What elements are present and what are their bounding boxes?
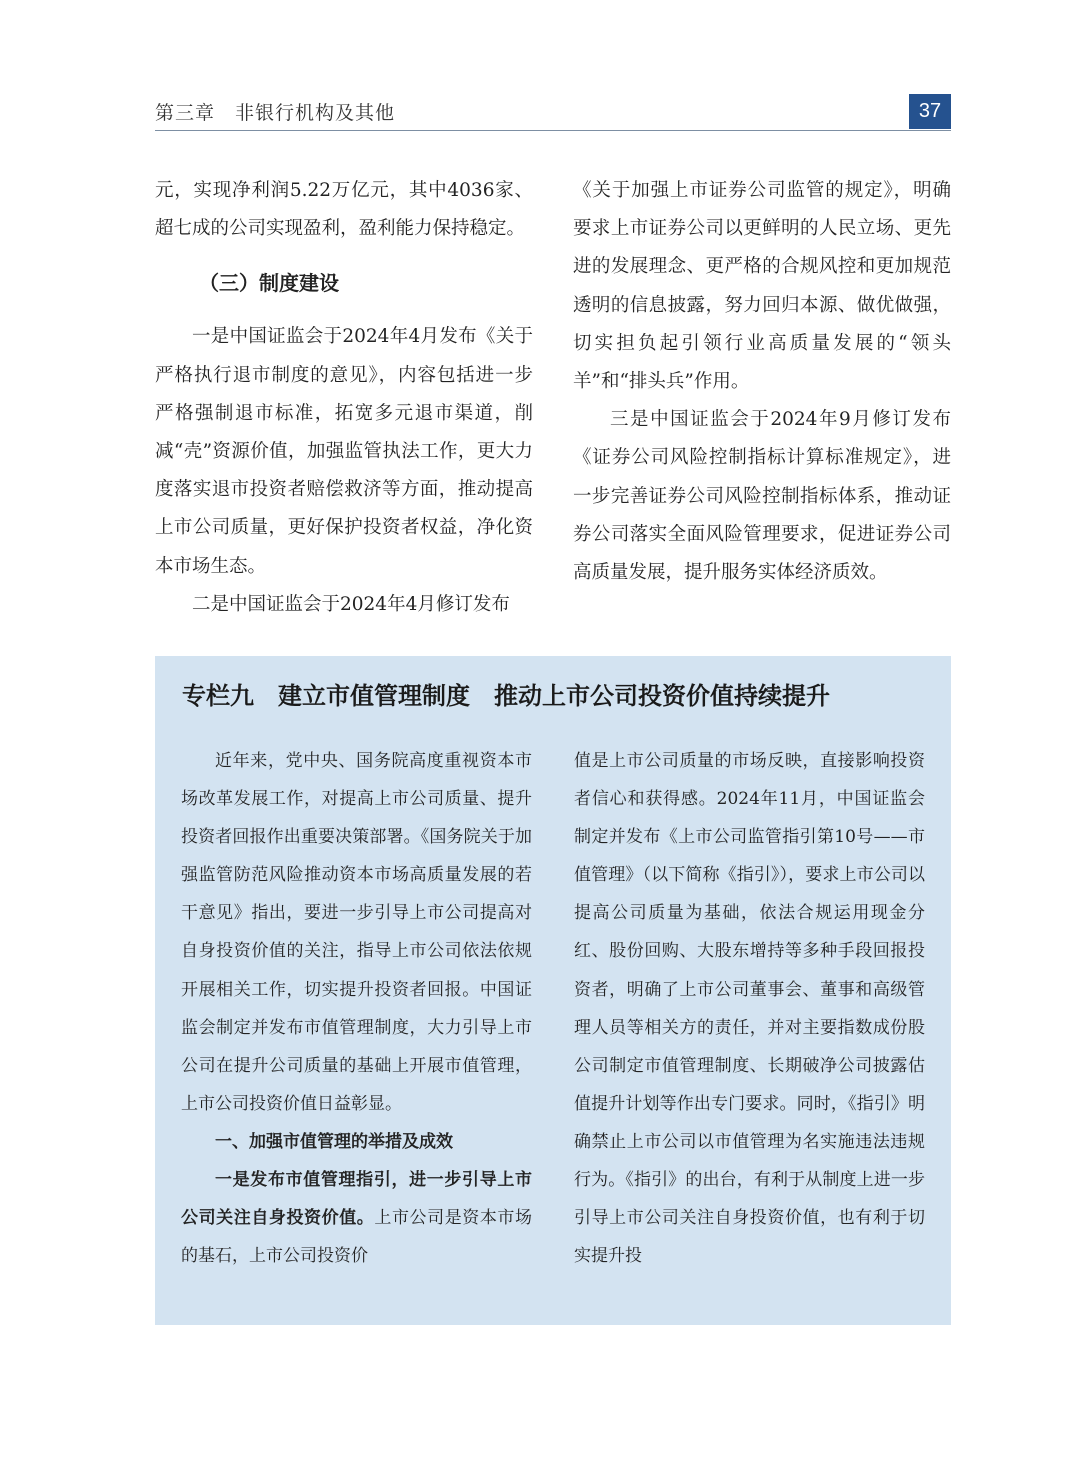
box-left-column xyxy=(181,742,532,1275)
box-bold-lead: 一是发布市值管理指引，进一步引导上市公司关注自身投资价值。 xyxy=(181,1170,532,1229)
box-left-paragraph-1: 近年来，党中央、国务院高度重视资本市场改革发展工作，对提高上市公司质量、提升投资者回报作出重要决策部署。《国务院关于加强监管防范风险推动资本市场高质量发展的若干意见》指出，要进一步引导上市公司提高对自身投资价值的关注，指导上市公司依法依规开展相关工作，切实提升投资者回报。中国证监会制定并发布市值管理制度，大力引导上市公司在提升公司质量的基础上开展市值管理，上市公司投资价值日益彰显。 xyxy=(181,751,532,1114)
chapter-title: 第三章 非银行机构及其他 xyxy=(155,102,396,124)
left-paragraph-3: 二是中国证监会于2024年4月修订发布 xyxy=(192,593,510,615)
box-left-paragraph-2 xyxy=(181,1161,532,1275)
right-column xyxy=(573,172,951,592)
page-number-badge: 37 xyxy=(909,94,951,129)
right-paragraph-2: 三是中国证监会于2024年9月修订发布《证券公司风险控制指标计算标准规定》，进一步完善证券公司风险控制指标体系，推动证券公司落实全面风险管理要求，促进证券公司高质量发展，提升服务实体经济质效。 xyxy=(573,409,951,584)
left-paragraph-1: 元，实现净利润5.22万亿元，其中4036家、超七成的公司实现盈利，盈利能力保持稳定。 xyxy=(155,180,533,240)
left-paragraph-2: 一是中国证监会于2024年4月发布《关于严格执行退市制度的意见》，内容包括进一步严格强制退市标准，拓宽多元退市渠道，削减“壳”资源价值，加强监管执法工作，更大力度落实退市投资者赔偿救济等方面，推动提高上市公司质量，更好保护投资者权益，净化资本市场生态。 xyxy=(155,326,533,577)
box-right-column xyxy=(574,742,925,1275)
left-column xyxy=(155,172,533,624)
section-heading: （三）制度建设 xyxy=(199,271,339,296)
column-box xyxy=(155,656,951,1325)
box-left-paragraph-2-rest: 上市公司是资本市场的基石，上市公司投资价 xyxy=(181,1208,533,1267)
box-title: 专栏九 建立市值管理制度 推动上市公司投资价值持续提升 xyxy=(182,682,830,710)
right-paragraph-1: 《关于加强上市证券公司监管的规定》，明确要求上市证券公司以更鲜明的人民立场、更先进的发展理念、更严格的合规风控和更加规范透明的信息披露，努力回归本源、做优做强，切实担负起引领行业高质量发展的“领头羊”和“排头兵”作用。 xyxy=(573,180,951,393)
page-header xyxy=(155,94,951,131)
box-right-paragraph-1: 值是上市公司质量的市场反映，直接影响投资者信心和获得感。2024年11月，中国证监会制定并发布《上市公司监管指引第10号——市值管理》（以下简称《指引》），要求上市公司以提高公司质量为基础，依法合规运用现金分红、股份回购、大股东增持等多种手段回报投资者，明确了上市公司董事会、董事和高级管理人员等相关方的责任，并对主要指数成份股公司制定市值管理制度、长期破净公司披露估值提升计划等作出专门要求。同时，《指引》明确禁止上市公司以市值管理为名实施违法违规行为。《指引》的出台，有利于从制度上进一步引导上市公司关注自身投资价值，也有利于切实提升投 xyxy=(574,751,925,1267)
box-subheading: 一、加强市值管理的举措及成效 xyxy=(215,1131,453,1152)
